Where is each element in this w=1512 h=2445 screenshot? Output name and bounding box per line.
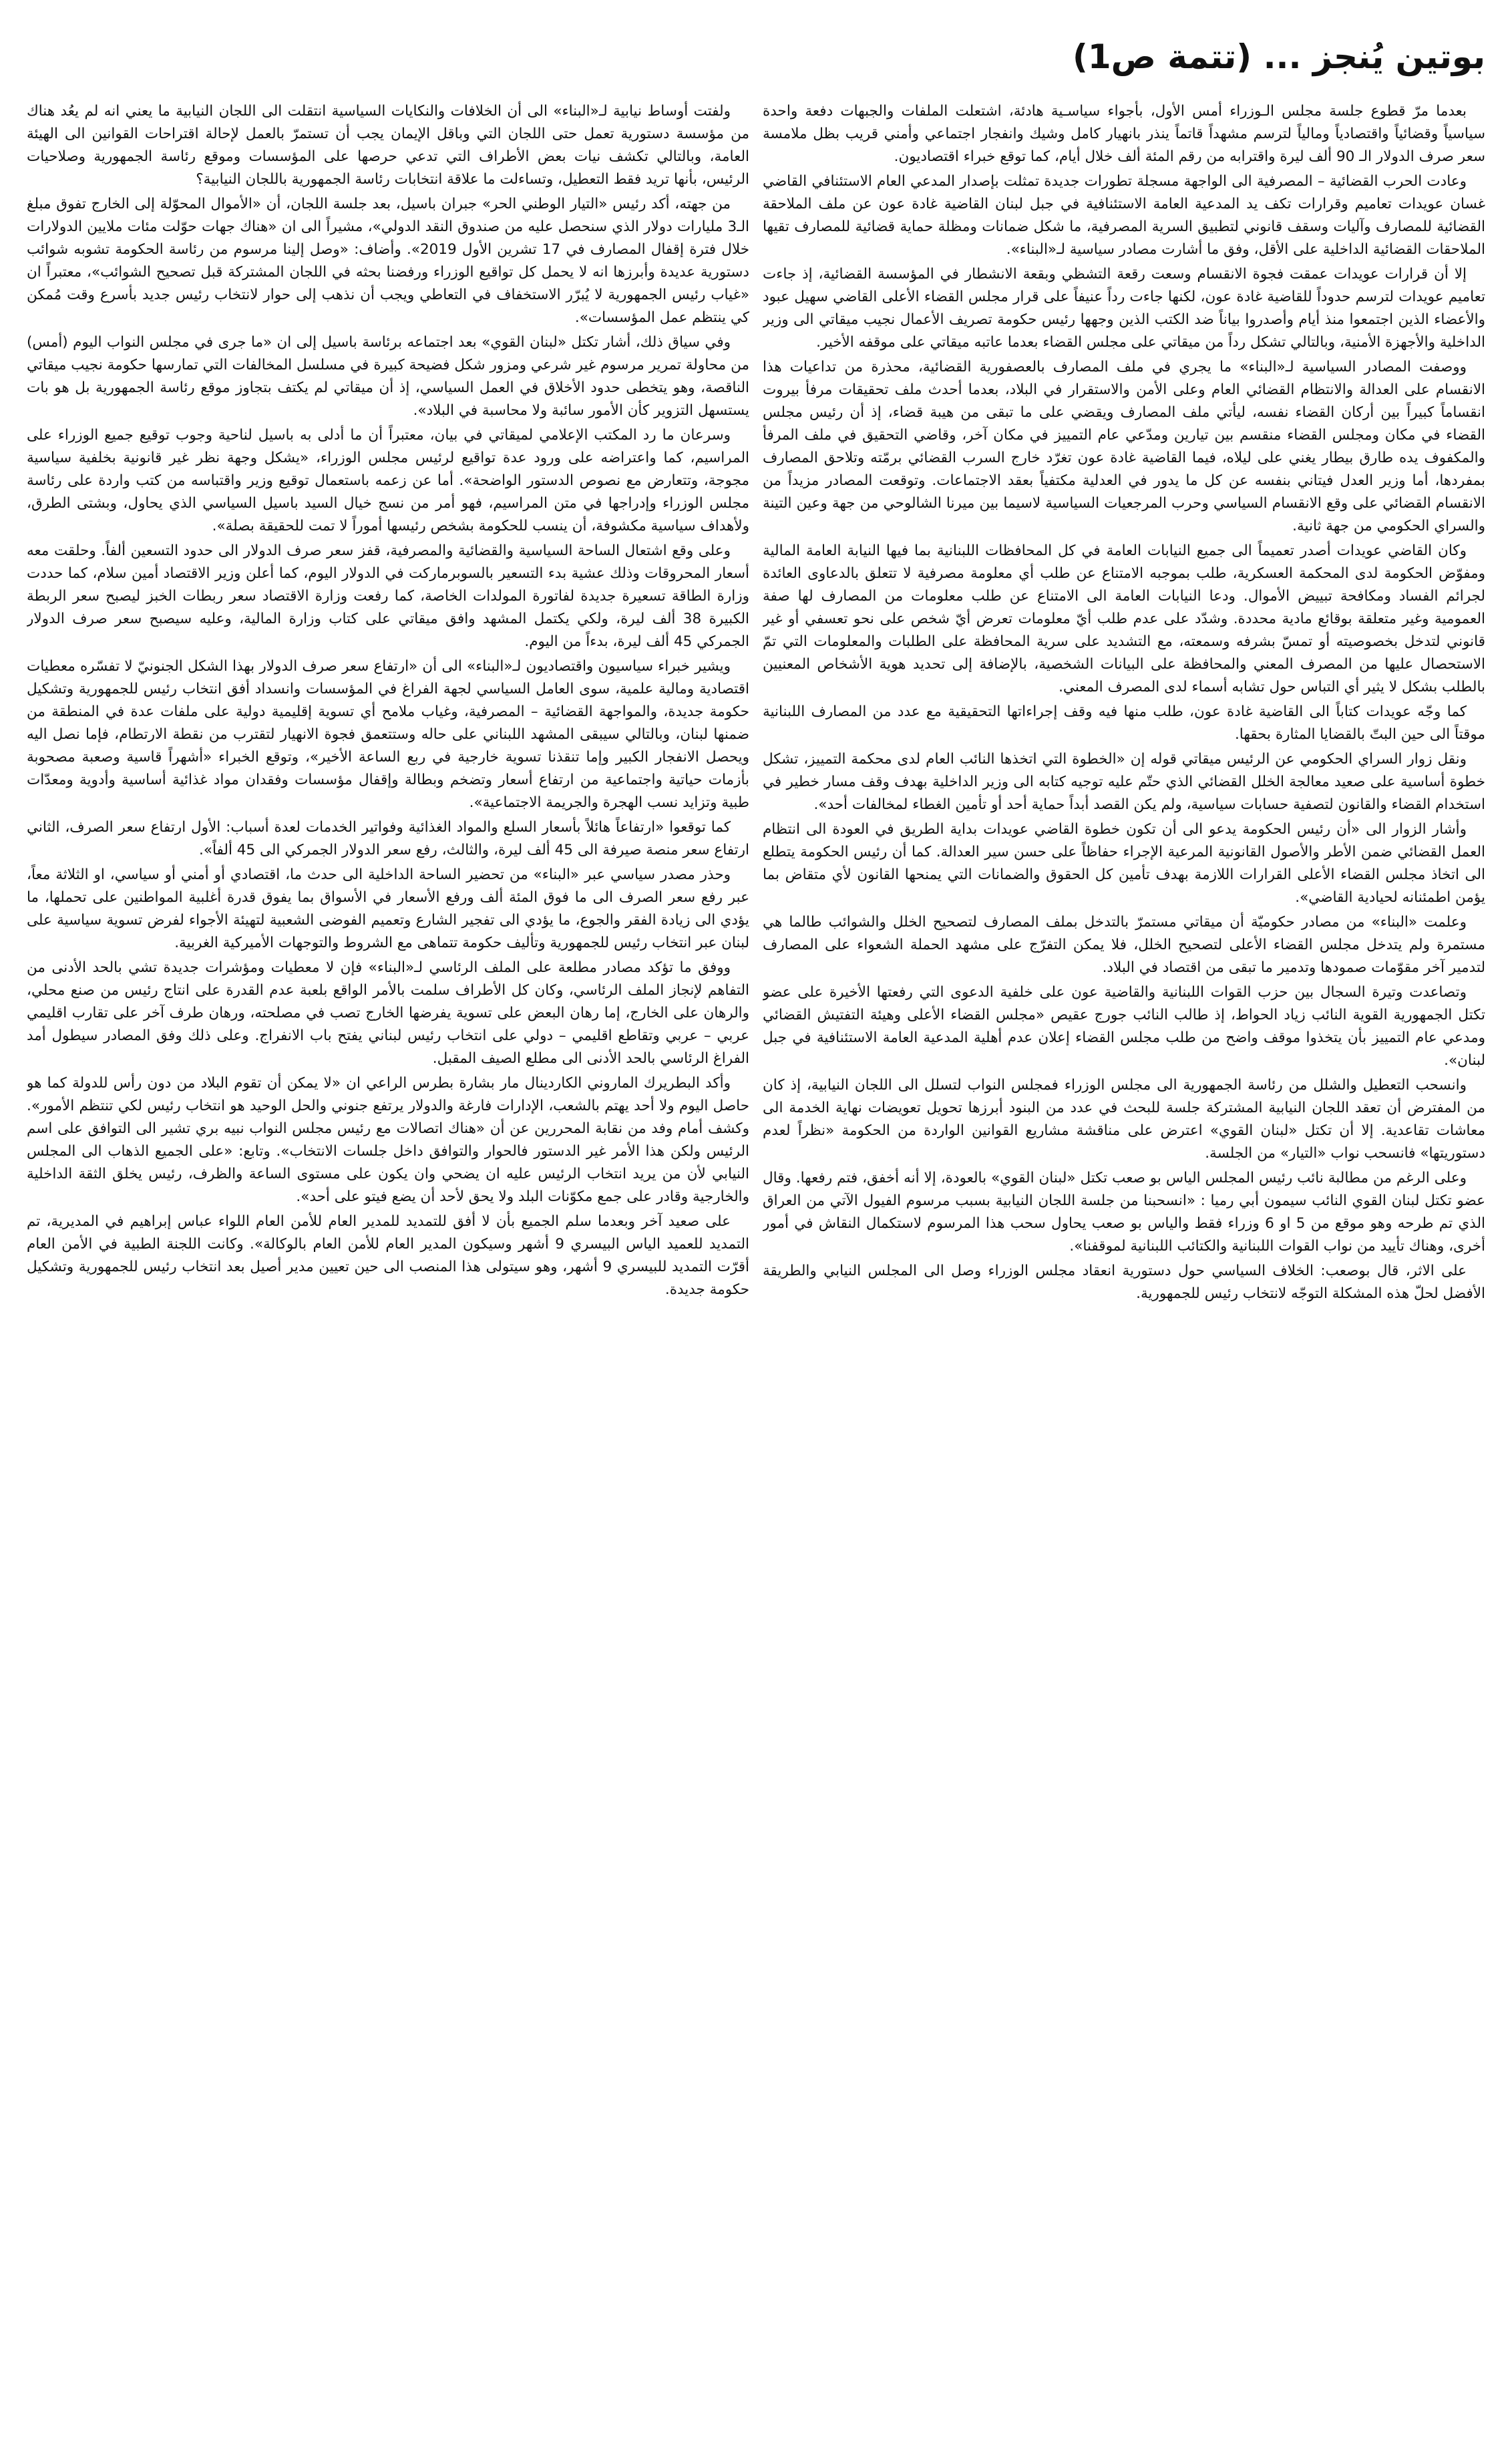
article-paragraph: ولفتت أوساط نيابية لـ«البناء» الى أن الخلافات والنكايات السياسية انتقلت الى اللجان النيابية ما يعني انه لم يعُد هناك من مؤسسة دستورية تعمل حتى اللجان التي وباقل الإيمان يجب أن تستمرّ بالعمل لإحالة اقتراحات القوانين الى الهيئة العامة، وبالتالي تكشف نيات بعض الأطراف التي تدعي حرصها على المؤسسات وموقع رئاسة الجمهورية وصلاحيات الرئيس، بأنها تريد فقط التعطيل، وتساءلت ما علاقة انتخابات رئاسة الجمهورية باللجان النيابية؟: [27, 103, 749, 188]
article-paragraph: وفي سياق ذلك، أشار تكتل «لبنان القوي» بعد اجتماعه برئاسة باسيل إلى ان «ما جرى في مجلس النواب اليوم (أمس) من محاولة تمرير مرسوم غير شرعي ومزور شكل فضيحة كبيرة في مسلسل المخالفات التي تمارسها حكومة نجيب ميقاتي الناقصة، وهو يتخطى حدود الأخلاق في العمل السياسي، إذ أن ميقاتي لم يكتف بتجاوز موقع رئاسة الجمهورية بل هو بات يستسهل التزوير كأن الأمور سائبة ولا محاسبة في البلاد».: [27, 334, 749, 419]
article-paragraph: كما وجّه عويدات كتاباً الى القاضية غادة عون، طلب منها فيه وقف إجراءاتها التحقيقية مع عدد من المصارف اللبنانية موقتاً الى حين البتّ بالقضايا المثارة بحقها.: [763, 703, 1485, 743]
article-paragraph: إلا أن قرارات عويدات عمقت فجوة الانقسام وسعت رقعة التشظي وبقعة الانشطار في المؤسسة القضائية، إذ جاءت تعاميم عويدات لترسم حدوداً للقاضية غادة عون، لكنها جاءت رداً عنيفاً على قرار مجلس القضاء الأعلى القاضي سهيل عبود والأعضاء الذين اجتمعوا منذ أيام وأصدروا بياناً ضد الكتب الذين وجهها رئيس حكومة تصريف الأعمال نجيب ميقاتي الى وزير الداخلية والأجهزة الأمنية، وبالتالي تشكل رداً من ميقاتي على مجلس القضاء بعدما عاتبه ميقاتي على موقفه الأخير.: [763, 266, 1485, 351]
article-paragraph: وانسحب التعطيل والشلل من رئاسة الجمهورية الى مجلس الوزراء فمجلس النواب لتسلل الى اللجان النيابية، إذ كان من المفترض أن تعقد اللجان النيابية المشتركة جلسة للبحث في عدد من البنود أبرزها تحويل تعويضات نهاية الخدمة الى معاشات تقاعدية. إلا أن تكتل «لبنان القوي» اعترض على مناقشة مشاريع القوانين الواردة من الحكومة «نظراً لعدم دستوريتها» فانسحب نواب «التيار» من الجلسة.: [763, 1077, 1485, 1162]
article-paragraph: وعادت الحرب القضائية – المصرفية الى الواجهة مسجلة تطورات جديدة تمثلت بإصدار المدعي العام الاستئنافي القاضي غسان عويدات تعاميم وقرارات تكف يد المدعية العامة الاستئنافية في جبل لبنان القاضية غادة عون عن ملف الملاحقة القضائية للمصارف وآليات وسقف قانوني لتطبيق السرية المصرفية، ما شكل ضمانات ومظلة حماية قضائية للمصارف تقيها الملاحقات القضائية الداخلية على الأقل، وفق ما أشارت مصادر سياسية لـ«البناء».: [763, 173, 1485, 258]
article-headline: بوتين يُنجز ... (تتمة ص1): [1072, 37, 1485, 76]
article-paragraph: وتصاعدت وتيرة السجال بين حزب القوات اللبنانية والقاضية عون على خلفية الدعوى التي رفعتها الأخيرة على عضو تكتل الجمهورية القوية النائب زياد الحواط، إذ طالب النائب جورج عقيص «مجلس القضاء الأعلى وهيئة التفتيش القضائي ومدعي عام التمييز بأن يتخذوا موقف واضح من طلب مجلس القضاء إعلان عدم أهلية المدعية العامة الاستئنافية في جبل لبنان».: [763, 984, 1485, 1069]
article-paragraph: وعلى وقع اشتعال الساحة السياسية والقضائية والمصرفية، قفز سعر صرف الدولار الى حدود التسعين ألفاً. وحلقت معه أسعار المحروقات وذلك عشية بدء التسعير بالسوبرماركت في الدولار اليوم، كما أعلن وزير الاقتصاد أمين سلام، كما حددت وزارة الطاقة تسعيرة جديدة لفاتورة المولدات الخاصة، كما رفعت وزارة الاقتصاد سعر ربطات الخبز ليصبح سعر الربطة الكبيرة 38 ألف ليرة، ولكي يكتمل المشهد وافق ميقاتي على كتاب وزارة المالية، وعليه سيصبح سعر صرف الدولار الجمركي 45 ألف ليرة، بدءاً من اليوم.: [27, 542, 749, 650]
article-paragraph: على صعيد آخر وبعدما سلم الجميع بأن لا أفق للتمديد للمدير العام للأمن العام اللواء عباس إبراهيم في المديرية، تم التمديد للعميد الياس البيسري 9 أشهر وسيكون المدير العام للأمن العام بالوكالة». وكانت اللجنة الطبية في الأمن العام أقرّت التمديد للبيسري 9 أشهر، وهو سيتولى هذا المنصب الى حين تعيين مدير أصيل بعد انتخاب رئيس للجمهورية وتشكيل حكومة جديدة.: [27, 1213, 749, 1298]
article-paragraph: ووصفت المصادر السياسية لـ«البناء» ما يجري في ملف المصارف بالعصفورية القضائية، محذرة من تداعيات هذا الانقسام على العدالة والانتظام القضائي العام وعلى الأمن والاستقرار في البلاد، بعدما أحدث ملف تحقيقات مرفأ بيروت انقساماً كبيراً بين أركان القضاء نفسه، ليأتي ملف المصارف ويقضي على ما تبقى من هيبة قضاء، إذ أن رئيس مجلس القضاء في مكان ومجلس القضاء منقسم بين تيارين ومدّعي عام التمييز في مكان آخر، وقاضي التحقيق في ملف المرفأ والمكفوف يده طارق بيطار يغني على ليلاه، فيما القاضية غادة عون تغرّد خارج السرب القضائي برمّته وتلاحق المصارف بمفردها، أما وزير العدل فيتاني بنفسه عن كل ما يدور في العدلية مكتفياً بعقد الاجتماعات. وتوقعت المصادر مزيداً من الانقسام القضائي على وقع الانقسام السياسي وحرب المرجعيات السياسية لاسيما بين ميرنا الشالوحي من جهة وعين التينة والسراي الحكومي من جهة ثانية.: [763, 359, 1485, 534]
article-paragraph: بعدما مرّ قطوع جلسة مجلس الـوزراء أمس الأول، بأجواء سياسـية هادئة، اشتعلت الملفات والجبهات دفعة واحدة سياسياً وقضائياً واقتصادياً ومالياً لترسم مشهداً قاتماً ينذر بانهيار كامل وشيك وانفجار اجتماعي وأمني قريب بظل ملامسة سعر صرف الدولار الـ 90 ألف ليرة واقترابه من رقم المئة ألف خلال أيام، كما توقع خبراء اقتصاديون.: [763, 103, 1485, 165]
article-paragraph: وأكد البطريرك الماروني الكاردينال مار بشارة بطرس الراعي ان «لا يمكن أن تقوم البلاد من دون رأس للدولة كما هو حاصل اليوم ولا أحد يهتم بالشعب، الإدارات فارغة والدولار يرتفع جنوني والحل الوحيد هو انتخاب رئيس لكي تنتظم الأمور». وكشف أمام وفد من نقابة المحررين عن أن «هناك اتصالات مع رئيس مجلس النواب نبيه بري تشير الى التوافق على اسم الرئيس ولكن هذا الأمر غير الدستور فالحوار والتوافق داخل جلسات الانتخاب». وتابع: «على الجميع الذهاب الى المجلس النيابي لأن من يريد انتخاب الرئيس عليه ان يضحي وان يكون على مستوى الساعة والظرف، رئيس يخلق الثقة الداخلية والخارجية وقادر على جمع مكوّنات البلد ولا يحق لأحد أن يضع فيتو على أحد».: [27, 1075, 749, 1205]
article-paragraph: وعلمت «البناء» من مصادر حكوميّة أن ميقاتي مستمرّ بالتدخل بملف المصارف لتصحيح الخلل والشوائب طالما هي مستمرة ولم يتدخل مجلس القضاء الأعلى لتصحيح الخلل، فلا يمكن التفرّج على مشهد الحملة الشعواء على المصارف لتدمير آخر مقوّمات صمودها وتدمير ما تبقى من اقتصاد في البلاد.: [763, 914, 1485, 976]
article-paragraph: كما توقعوا «ارتفاعاً هائلاً بأسعار السلع والمواد الغذائية وفواتير الخدمات لعدة أسباب: الأول ارتفاع سعر الصرف، الثاني ارتفاع سعر منصة صيرفة الى 45 ألف ليرة، والثالث، رفع سعر الدولار الجمركي الى 45 ألفاً».: [27, 819, 749, 858]
article-paragraph: وسرعان ما رد المكتب الإعلامي لميقاتي في بيان، معتبراً أن ما أدلى به باسيل لناحية وجوب توقيع جميع الوزراء على المراسيم، كما واعتراضه على ورود عدة تواقيع لرئيس مجلس الوزراء، «يشكل وجهة نظر غير قانونية بخلفية سياسية مجوجة، وتتعارض مع نصوص الدستور الواضحة». أما عن زعمه باستعمال توقيع وزير واقتباسه من كتب واردة على رئاسة مجلس الوزراء وإدراجها في متن المراسيم، فهو أمر من نسج خيال السيد باسيل السياسي الذي يحاول، وبشتى الطرق، ولأهداف سياسية مكشوفة، أن ينسب للحكومة بشخص رئيسها أموراً لا تمت للحقيقة بصلة».: [27, 427, 749, 534]
article-paragraph: وحذر مصدر سياسي عبر «البناء» من تحضير الساحة الداخلية الى حدث ما، اقتصادي أو أمني أو سياسي، او الثلاثة معاً، عبر رفع سعر الصرف الى ما فوق المئة ألف ورفع الأسعار في الأسواق بما يفوق قدرة أغلبية المواطنين على تحملها، ما يؤدي الى زيادة الفقر والجوع، ما يؤدي الى تفجير الشارع وتعميم الفوضى الشعبية لتهيئة الأجواء لفرض تسوية سياسية على لبنان عبر انتخاب رئيس للجمهورية وتأليف حكومة تتماهى مع الشروط والتوجهات الأميركية الغربية.: [27, 866, 749, 951]
article-paragraph: ونقل زوار السراي الحكومي عن الرئيس ميقاتي قوله إن «الخطوة التي اتخذها النائب العام لدى محكمة التمييز، تشكل خطوة أساسية على صعيد معالجة الخلل القضائي الذي حتّم عليه توجيه كتابه الى وزير الداخلية بهدف وقف مسار خطير في استخدام القضاء والقانون لتصفية حسابات سياسية، ولم يكن القصد أبداً حماية أحد أو تأمين الغطاء لمخالفات أحد».: [763, 751, 1485, 813]
article-paragraph: على الاثر، قال بوصعب: الخلاف السياسي حول دستورية انعقاد مجلس الوزراء وصل الى المجلس النيابي والطريقة الأفضل لحلّ هذه المشكلة التوجّه لانتخاب رئيس للجمهورية.: [763, 1263, 1485, 1302]
article-paragraph: وكان القاضي عويدات أصدر تعميماً الى جميع النيابات العامة في كل المحافظات اللبنانية بما فيها النيابة العامة المالية ومفوّض الحكومة لدى المحكمة العسكرية، طلب بموجبه الامتناع عن طلب أي معلومة مصرفية لا تتعلق بالدعاوى العائدة لجرائم الفساد ومكافحة تبييض الأموال. ودعا النيابات العامة الى الامتناع عن طلب معلومات من المصارف لها صفة العمومية وغير متعلقة بوقائع مادية محددة. وشدّد على عدم طلب أيّ معلومات تعرض أيّ شخص على نحو تعسفي أو غير قانوني لتدخل بخصوصيته أو تمسّ بشرفه وسمعته، مع التشديد على سرية المحافظة على الطلبات والمعلومات التي تمّ الاستحصال عليها من المصرف المعني والمحافظة على البيانات الشخصية، بالإضافة إلى تحديد هوية الأشخاص المعنيين بالطلب بشكل لا يثير أي التباس حول تشابه أسماء لدى المصرف المعني.: [763, 542, 1485, 695]
article-paragraph: ووفق ما تؤكد مصادر مطلعة على الملف الرئاسي لـ«البناء» فإن لا معطيات ومؤشرات جديدة تشي بالحد الأدنى من التفاهم لإنجاز الملف الرئاسي، وكان كل الأطراف سلمت بالأمر الواقع بلعبة عدم القدرة على انتاج رئيس من صنع محلي، والرهان على الخارج، إما رهان البعض على تسوية يفرضها الخارج تصب في مصلحته، ورهان طرف آخر على تقارب اقليمي عربي – عربي وتقاطع اقليمي – دولي على انتخاب رئيس لبناني يفتح باب الانفراج. وعلى ذلك وفق المصادر سيطول أمد الفراغ الرئاسي بالحد الأدنى الى مطلع الصيف المقبل.: [27, 959, 749, 1067]
article-paragraph: وعلى الرغم من مطالبة نائب رئيس المجلس الياس بو صعب تكتل «لبنان القوي» بالعودة، إلا أنه أخفق، فتم رفعها. وقال عضو تكتل لبنان القوي النائب سيمون أبي رميا : «انسحبنا من جلسة اللجان النيابية بسبب مرسوم الفيول الآتي من العراق الذي تم طرحه وهو موقع من 5 او 6 وزراء فقط والياس بو صعب يحاول سحب هذا المرسوم لاستكمال النقاش في أمور أخرى، وهناك تأييد من نواب القوات اللبنانية والكتائب اللبنانية لموقفنا».: [763, 1170, 1485, 1255]
article-paragraph: من جهته، أكد رئيس «التيار الوطني الحر» جبران باسيل، بعد جلسة اللجان، أن «الأموال المحوّلة إلى الخارج تفوق مبلغ الـ3 مليارات دولار الذي سنحصل عليه من صندوق النقد الدولي»، مشيراً الى ان «هناك جهات حوّلت مئات ملايين الدولارات خلال فترة إقفال المصارف في 17 تشرين الأول 2019». وأضاف: «وصل إلينا مرسوم من رئاسة الحكومة تشوبه شوائب دستورية عديدة وأبرزها انه لا يحمل كل تواقيع الوزراء ورفضنا بحثه في اللجان المشتركة قبل تصحيح الشوائب»، معتبراً ان «غياب رئيس الجمهورية لا يُبرّر الاستخفاف في التعاطي ويجب أن نذهب إلى حوار لانتخاب رئيس جديد بأسرع وقت مُمكن كي ينتظم عمل المؤسسات».: [27, 196, 749, 326]
article-paragraph: وأشار الزوار الى «أن رئيس الحكومة يدعو الى أن تكون خطوة القاضي عويدات بداية الطريق في العودة الى انتظام العمل القضائي ضمن الأطر والأصول القانونية المرعية الإجراء حفاظاً على حسن سير العدالة. كما أن رئيس الحكومة يتطلع الى اتخاذ مجلس القضاء الأعلى القرارات اللازمة بهدف تأمين كل الحقوق والضمانات التي يمنحها القانون لأي متقاض بما يؤمن اطمئنانه لحيادية القاضي».: [763, 821, 1485, 906]
article-column-right: [763, 100, 1485, 2425]
article-paragraph: ويشير خبراء سياسيون واقتصاديون لـ«البناء» الى أن «ارتفاع سعر صرف الدولار بهذا الشكل الجنونيّ لا تفسّره معطيات اقتصادية ومالية علمية، سوى العامل السياسي لجهة الفراغ في المؤسسات وانسداد أفق انتخاب رئيس للجمهورية وتشكيل حكومة جديدة، والمواجهة القضائية – المصرفية، وغياب ملامح أي تسوية إقليمية دولية على ملفات عدة في المنطقة من ضمنها لبنان، وبالتالي سيبقى المشهد اللبناني على حاله وستتعمق فجوة الانهيار لتقترب من نقطة الارتطام، فإما نصل اليه ويحصل الانفجار الكبير وإما تنقذنا تسوية خارجية في ربع الساعة الأخير»، وتوقع الخبراء «أشهراً قاسية وصعبة مصحوبة بأزمات حياتية واجتماعية من ارتفاع أسعار وتضخم وبطالة وإقفال مؤسسات وفقدان مواد غذائية أساسية وأدوية ومعدّات طبية وتزايد نسب الهجرة والجريمة الاجتماعية».: [27, 658, 749, 811]
article-column-left: [27, 100, 749, 2425]
